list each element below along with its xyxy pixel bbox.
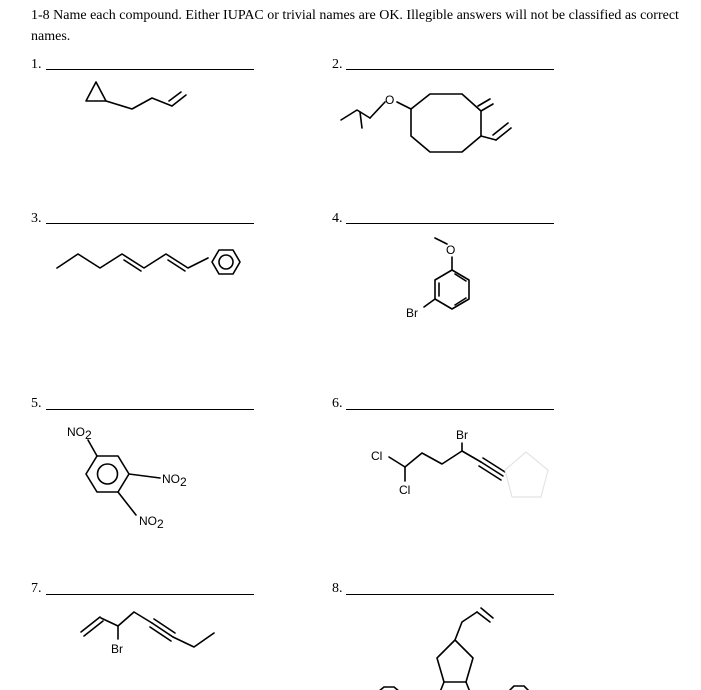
structure-6 [371, 428, 548, 497]
aromatic-circle [98, 464, 118, 484]
benzene-ring [435, 270, 469, 309]
nitro-label-2: NO2 [162, 472, 187, 489]
question-number-7: 7. [31, 581, 42, 596]
aromatic-circle [219, 255, 233, 269]
cyclopropane-ring [86, 82, 106, 101]
c-o-bond [370, 102, 385, 118]
question-number-3: 3. [31, 211, 42, 226]
exocyclic-double-2 [478, 99, 490, 106]
structure-8 [378, 608, 530, 690]
ethyl-end [173, 633, 214, 647]
cyclopentane-ring [437, 640, 473, 682]
bromine-label: Br [456, 428, 468, 442]
cyclooctane-ring [411, 94, 481, 152]
terminal-double-1 [81, 617, 100, 632]
ring-substituent-left [440, 682, 444, 690]
faded-ring [505, 452, 548, 497]
chlorine-label-1: Cl [371, 449, 383, 463]
benzene-ring [212, 250, 240, 274]
structure-2 [341, 93, 511, 152]
nitro-label-1: NO2 [67, 425, 92, 442]
nitro-bond-2 [129, 474, 160, 478]
structure-4 [406, 238, 469, 320]
terminal-double-2 [84, 621, 103, 636]
ring-substituent-right [466, 682, 470, 690]
chlorine-label-2: Cl [399, 483, 411, 497]
question-number-6: 6. [332, 396, 343, 411]
bromine-label: Br [406, 306, 418, 320]
structure-1 [86, 82, 186, 109]
benzene-ring [86, 456, 129, 492]
question-number-1: 1. [31, 57, 42, 72]
question-number-5: 5. [31, 396, 42, 411]
question-number-2: 2. [332, 57, 343, 72]
br-bond [424, 299, 435, 307]
structure-5 [67, 425, 187, 531]
bromine-label: Br [111, 642, 123, 656]
methyl-branch [360, 112, 362, 128]
nitro-label-3: NO2 [139, 514, 164, 531]
alkyl-chain [106, 98, 172, 109]
alkyl-chain [101, 612, 152, 626]
chain-double-2 [168, 260, 185, 271]
oxygen-label: O [446, 243, 456, 257]
structure-7 [81, 612, 214, 656]
instructions: 1-8 Name each compound. Either IUPAC or trivial names are OK. Illegible answers will not be classified as correct names. [31, 8, 679, 44]
question-number-8: 8. [332, 581, 343, 596]
vinyl-bond [481, 136, 496, 140]
nitro-bond-1 [88, 440, 97, 456]
alkyl-chain [389, 451, 481, 467]
question-number-4: 4. [332, 211, 343, 226]
nitro-bond-3 [118, 492, 136, 515]
partial-ring-right [508, 686, 530, 690]
o-ring-bond [397, 102, 411, 109]
exocyclic-double-1 [481, 104, 493, 111]
chain-double-1 [124, 260, 141, 271]
oxygen-label: O [385, 93, 395, 107]
allyl-chain [455, 612, 477, 640]
structure-3 [57, 250, 240, 274]
isopropyl-chain [341, 110, 370, 120]
